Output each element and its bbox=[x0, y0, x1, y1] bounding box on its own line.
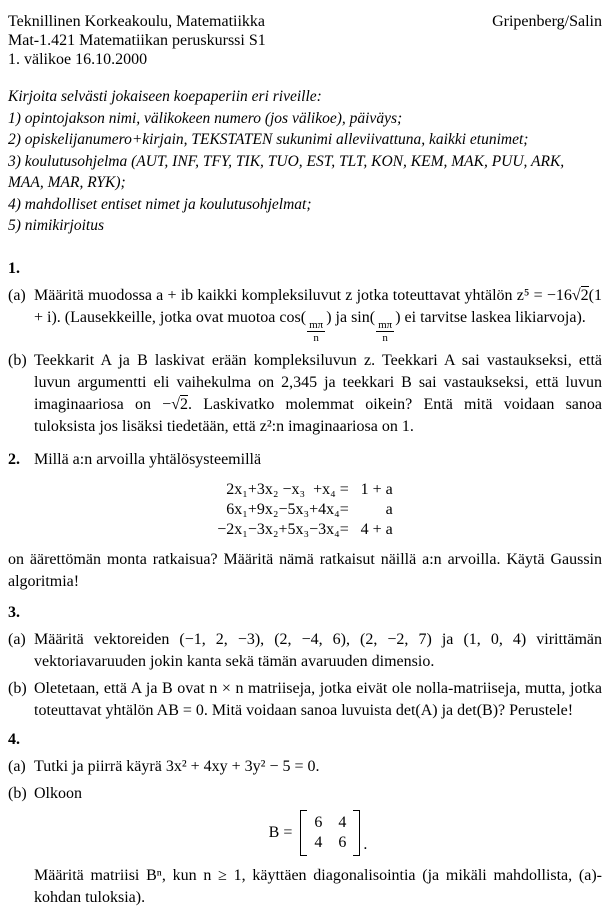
instruction-line-2: 2) opiskelijanumero+kirjain, TEKSTATEN sukunimi alleviivattuna, kaikki etunimet; bbox=[8, 131, 529, 148]
matrix-right-bracket bbox=[353, 810, 360, 856]
equation-term: +5x₃ bbox=[278, 520, 310, 538]
problem-4b-outro: Määritä matriisi Bⁿ, kun n ≥ 1, käyttäen diagonalisointia (ja mikäli mahdollista, (a)-kohdan tuloksia). bbox=[34, 866, 602, 906]
problem-3b-text: Oletetaan, että A ja B ovat n × n matriiseja, jotka eivät ole nolla-matriiseja, mutta, jotka toteuttavat yhtälön AB = 0. Mitä voidaan sanoa luvuista det(A) ja det(B)? Perustele! bbox=[34, 679, 602, 719]
matrix-cell: 4 bbox=[314, 833, 323, 851]
equation-term: −3x₂ bbox=[247, 520, 279, 538]
document-header bbox=[8, 12, 602, 69]
problem-2-heading bbox=[8, 449, 602, 471]
sqrt-radical bbox=[171, 395, 188, 413]
matrix-b bbox=[300, 810, 360, 856]
fraction-denominator: n bbox=[313, 332, 319, 345]
matrix-period: . bbox=[363, 835, 368, 853]
problem-1b-segment: Teekkarit A ja B laskivat erään kompleksiluvun z. Teekkari A sai vastaukseksi, että luvun argumentti eli vaihekulma on 2,345 ja teekkari B sai vastaukseksi, että luvun imaginaariosa on − bbox=[34, 351, 602, 413]
problem-2-intro: Millä a:n arvoilla yhtälösysteemillä bbox=[34, 450, 262, 468]
problem-4b bbox=[8, 783, 602, 909]
sqrt-sign: √ bbox=[571, 286, 581, 304]
matrix-lhs: B = bbox=[268, 823, 293, 841]
fraction-denominator: n bbox=[382, 332, 388, 345]
problem-3a-text: Määritä vektoreiden (−1, 2, −3), (2, −4, 6), (2, −2, 7) ja (1, 0, 4) virittämän vektoriavaruuden jokin kanta sekä tämän avaruuden dimensio. bbox=[34, 630, 602, 670]
problem-4a-text: Tutki ja piirrä käyrä 3x² + 4xy + 3y² − 5 = 0. bbox=[34, 757, 320, 775]
problem-3a-label: (a) bbox=[8, 630, 26, 648]
equation-term: −5x₃ bbox=[278, 500, 310, 518]
fraction-numerator: mπ bbox=[378, 318, 393, 331]
problem-1a-segment: ) ja sin( bbox=[326, 308, 376, 326]
problem-4a bbox=[8, 756, 602, 778]
sqrt-radicand: 2 bbox=[580, 286, 589, 304]
equals-sign: = bbox=[339, 480, 349, 498]
problem-1b-text bbox=[34, 350, 602, 438]
problem-4a-label: (a) bbox=[8, 757, 26, 775]
problem-4b-label: (b) bbox=[8, 784, 27, 802]
problem-4b-intro: Olkoon bbox=[34, 784, 82, 802]
problem-3a bbox=[8, 629, 602, 673]
matrix-left-bracket bbox=[300, 810, 307, 856]
instruction-line-1: 1) opintojakson nimi, välikokeen numero (jos välikoe), päiväys; bbox=[8, 109, 403, 127]
equation-rhs: a bbox=[385, 500, 393, 518]
problem-3b bbox=[8, 678, 602, 722]
sqrt-sign: √ bbox=[171, 395, 180, 413]
equation-term: +x₄ bbox=[313, 480, 336, 498]
equation-rhs: 4 + a bbox=[360, 520, 393, 538]
problem-2 bbox=[8, 449, 602, 593]
problem-1b-segment: . Laskivatko molemmat oikein? Entä mitä voidaan sanoa tuloksista jos lisäksi tiedetään, että z²:n imaginaariosa on 1. bbox=[34, 395, 603, 435]
equals-sign: = bbox=[339, 520, 349, 538]
institution-title: Teknillinen Korkeakoulu, Matematiikka bbox=[8, 13, 266, 30]
problem-1a-label: (a) bbox=[8, 286, 26, 304]
course-title: Mat-1.421 Matematiikan peruskurssi S1 bbox=[8, 32, 266, 49]
matrix-cell: 6 bbox=[314, 813, 323, 831]
header-row bbox=[8, 12, 602, 31]
matrix-cell: 6 bbox=[338, 833, 347, 851]
problem-1a-segment: ) ei tarvitse laskea likiarvoja). bbox=[395, 308, 586, 326]
problem-4b-body bbox=[34, 783, 602, 909]
problem-3 bbox=[8, 602, 602, 722]
equation-term: +9x₂ bbox=[247, 500, 279, 518]
problem-1b-label: (b) bbox=[8, 351, 27, 369]
problem-2-number: 2. bbox=[8, 450, 20, 468]
problem-3-number: 3. bbox=[8, 603, 20, 621]
instruction-line-3: 3) koulutusohjelma (AUT, INF, TFY, TIK, TUO, EST, TLT, KON, KEM, MAK, PUU, ARK, MAA, MAR, RYK); bbox=[8, 152, 565, 191]
problem-1-number: 1. bbox=[8, 259, 20, 277]
problem-3b-label: (b) bbox=[8, 679, 27, 697]
problem-1a-segment: (1 + i). (Lausekkeille, jotka ovat muotoa cos( bbox=[34, 286, 602, 326]
equation-term: 2x₁ bbox=[226, 480, 248, 498]
equation-term: 6x₁ bbox=[226, 500, 248, 518]
instruction-line-5: 5) nimikirjoitus bbox=[8, 217, 105, 234]
sqrt-radical bbox=[572, 286, 589, 304]
equation-term: −x₃ bbox=[282, 480, 306, 498]
equation-term: −3x₄ bbox=[309, 520, 340, 538]
problem-4-number: 4. bbox=[8, 730, 20, 748]
fraction-numerator: mπ bbox=[309, 318, 324, 331]
instructions-intro: Kirjoita selvästi jokaiseen koepaperiin eri riveille: bbox=[8, 88, 322, 105]
fraction-mpi-over-n bbox=[376, 319, 394, 345]
equation-term: −2x₁ bbox=[217, 520, 248, 538]
matrix-equation bbox=[34, 810, 602, 856]
matrix-cells bbox=[307, 810, 353, 856]
sqrt-radicand: 2 bbox=[180, 395, 188, 413]
problem-1b bbox=[8, 350, 602, 438]
equals-sign: = bbox=[339, 500, 349, 518]
exam-date-line: 1. välikoe 16.10.2000 bbox=[8, 51, 148, 68]
examiners: Gripenberg/Salin bbox=[492, 13, 602, 30]
instruction-line-4: 4) mahdolliset entiset nimet ja koulutusohjelmat; bbox=[8, 195, 312, 213]
equation-system bbox=[217, 480, 392, 540]
instructions-block bbox=[8, 86, 602, 237]
problem-1 bbox=[8, 258, 602, 438]
problem-2-outro: on äärettömän monta ratkaisua? Määritä nämä ratkaisut näillä a:n arvoilla. Käytä Gaussin algoritmia! bbox=[8, 550, 602, 590]
problem-1a bbox=[8, 285, 602, 345]
problem-1a-segment: Määritä muodossa a + ib kaikki kompleksiluvut z jotka toteuttavat yhtälön z⁵ = −16 bbox=[34, 286, 572, 304]
equation-term: +4x₄ bbox=[309, 500, 340, 518]
problem-1a-text bbox=[34, 285, 602, 345]
equation-rhs: 1 + a bbox=[360, 480, 393, 498]
equation-term: +3x₂ bbox=[247, 480, 279, 498]
matrix-cell: 4 bbox=[338, 813, 347, 831]
fraction-mpi-over-n bbox=[307, 319, 325, 345]
problem-4 bbox=[8, 729, 602, 909]
